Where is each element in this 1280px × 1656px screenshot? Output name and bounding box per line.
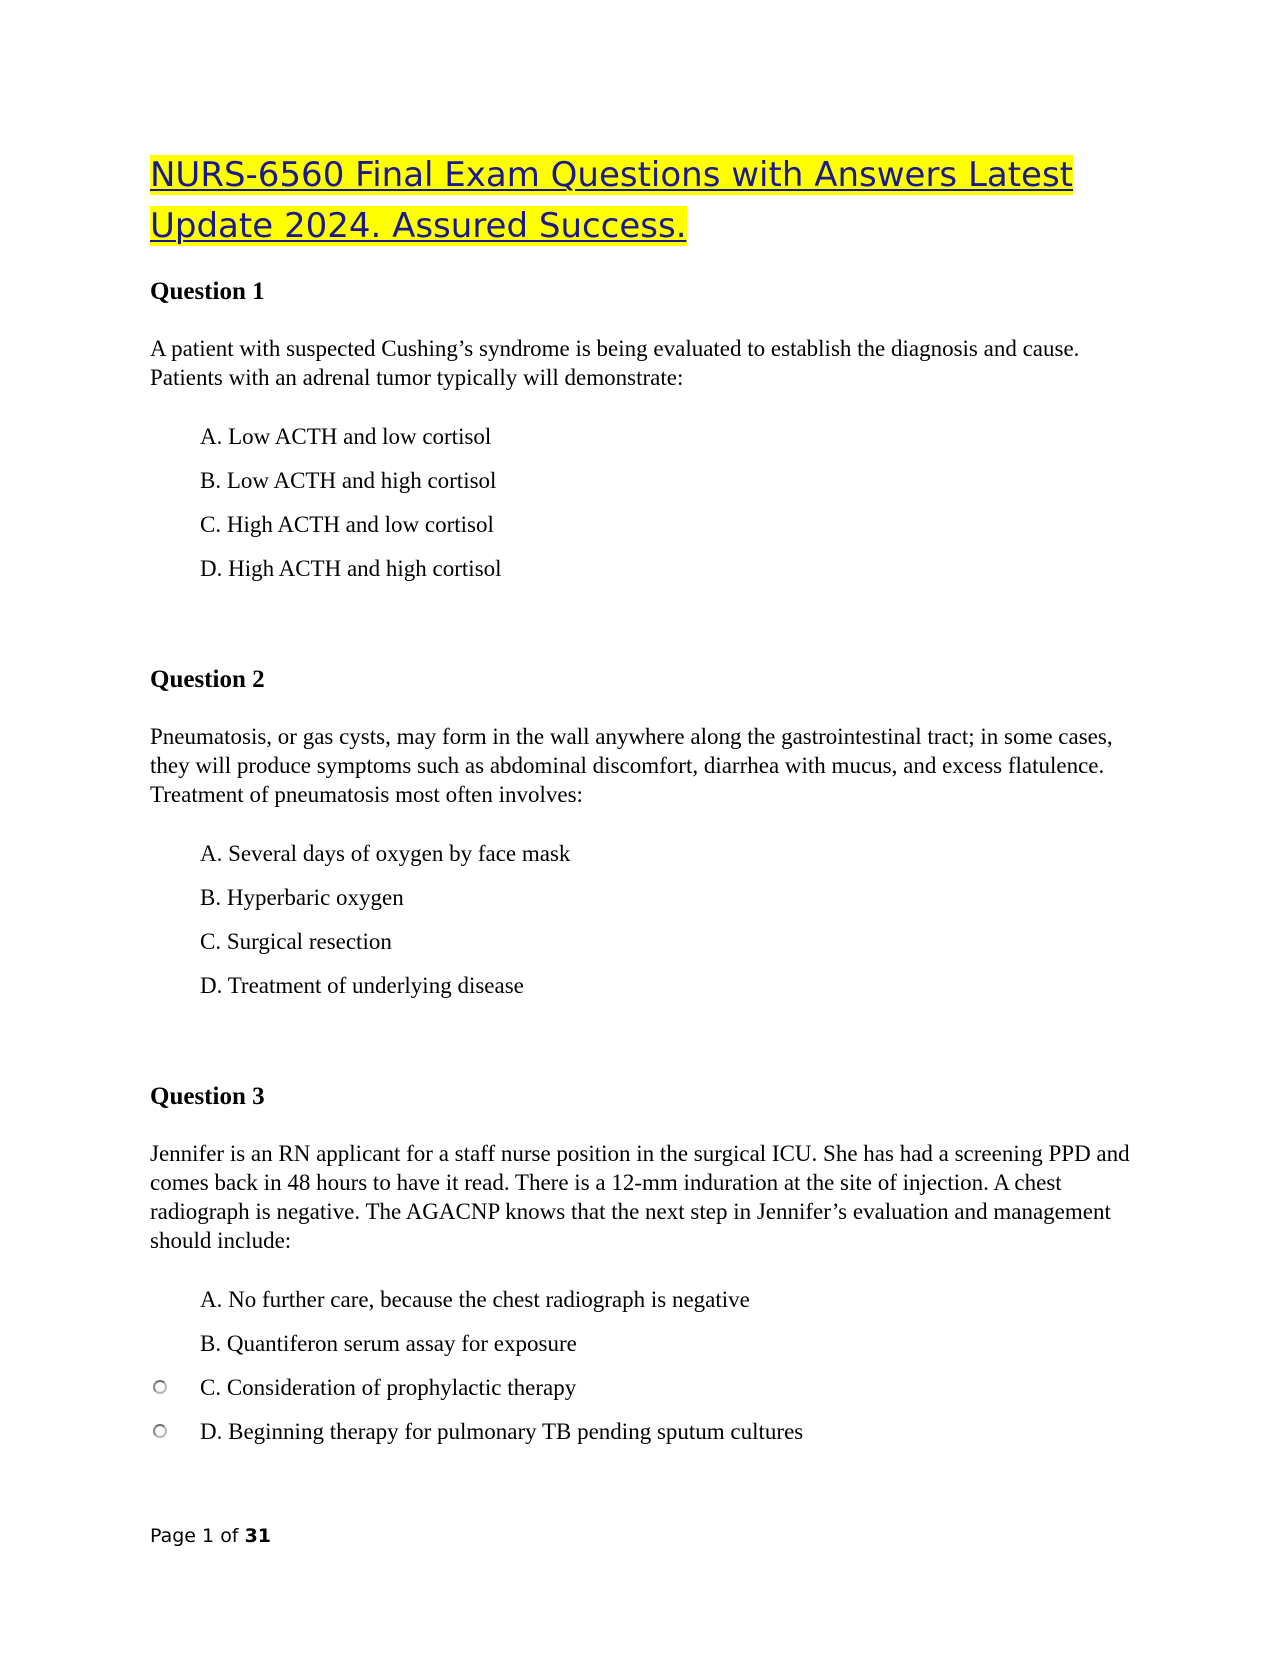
option-a[interactable]: A. Several days of oxygen by face mask	[200, 841, 571, 866]
question-heading: Question 2	[150, 666, 265, 693]
option-c[interactable]: C. High ACTH and low cortisol	[200, 512, 494, 537]
question-text: Pneumatosis, or gas cysts, may form in the wall anywhere along the gastrointestinal tract; in some cases, they will produce symptoms such as abdominal discomfort, diarrhea with mucus, and excess flatulence. Treatment of pneumatosis most often involves:	[150, 724, 1113, 807]
question-heading: Question 1	[150, 278, 265, 305]
option-d[interactable]	[150, 1417, 1130, 1446]
option-d[interactable]: D. High ACTH and high cortisol	[200, 556, 502, 581]
document-title	[150, 150, 1130, 252]
title-link[interactable]: NURS-6560 Final Exam Questions with Answers Latest Update 2024. Assured Success.	[150, 155, 1074, 246]
radio-button-icon[interactable]	[153, 1380, 167, 1394]
answer-options	[150, 839, 1130, 1000]
option-d[interactable]: D. Treatment of underlying disease	[200, 973, 524, 998]
page-footer	[150, 1524, 271, 1548]
option-b[interactable]	[150, 1329, 1130, 1358]
current-page-number: 1	[202, 1525, 215, 1547]
page-word: Page	[150, 1525, 196, 1547]
option-a[interactable]	[150, 1285, 1130, 1314]
option-c[interactable]: C. Surgical resection	[200, 929, 392, 954]
option-label: A. No further care, because the chest radiograph is negative	[200, 1287, 750, 1312]
option-label: B. Quantiferon serum assay for exposure	[200, 1331, 577, 1356]
question-text: A patient with suspected Cushing’s syndrome is being evaluated to establish the diagnosis and cause. Patients with an adrenal tumor typically will demonstrate:	[150, 336, 1080, 390]
total-pages-number: 31	[244, 1525, 272, 1547]
option-c[interactable]	[150, 1373, 1130, 1402]
question-heading: Question 3	[150, 1083, 265, 1110]
radio-button-icon[interactable]	[153, 1424, 167, 1438]
question-3	[150, 1081, 1130, 1461]
option-b[interactable]: B. Low ACTH and high cortisol	[200, 468, 497, 493]
option-a[interactable]: A. Low ACTH and low cortisol	[200, 424, 492, 449]
option-label: D. Beginning therapy for pulmonary TB pending sputum cultures	[200, 1419, 804, 1444]
of-word: of	[220, 1525, 239, 1547]
option-b[interactable]: B. Hyperbaric oxygen	[200, 885, 404, 910]
question-2	[150, 664, 1130, 1015]
answer-options	[150, 1285, 1130, 1446]
question-text: Jennifer is an RN applicant for a staff nurse position in the surgical ICU. She has had a screening PPD and comes back in 48 hours to have it read. There is a 12-mm induration at the site of injection. A chest radiograph is negative. The AGACNP knows that the next step in Jennifer’s evaluation and management should include:	[150, 1141, 1130, 1253]
answer-options	[150, 422, 1130, 583]
option-label: C. Consideration of prophylactic therapy	[200, 1375, 577, 1400]
question-1	[150, 276, 1130, 598]
